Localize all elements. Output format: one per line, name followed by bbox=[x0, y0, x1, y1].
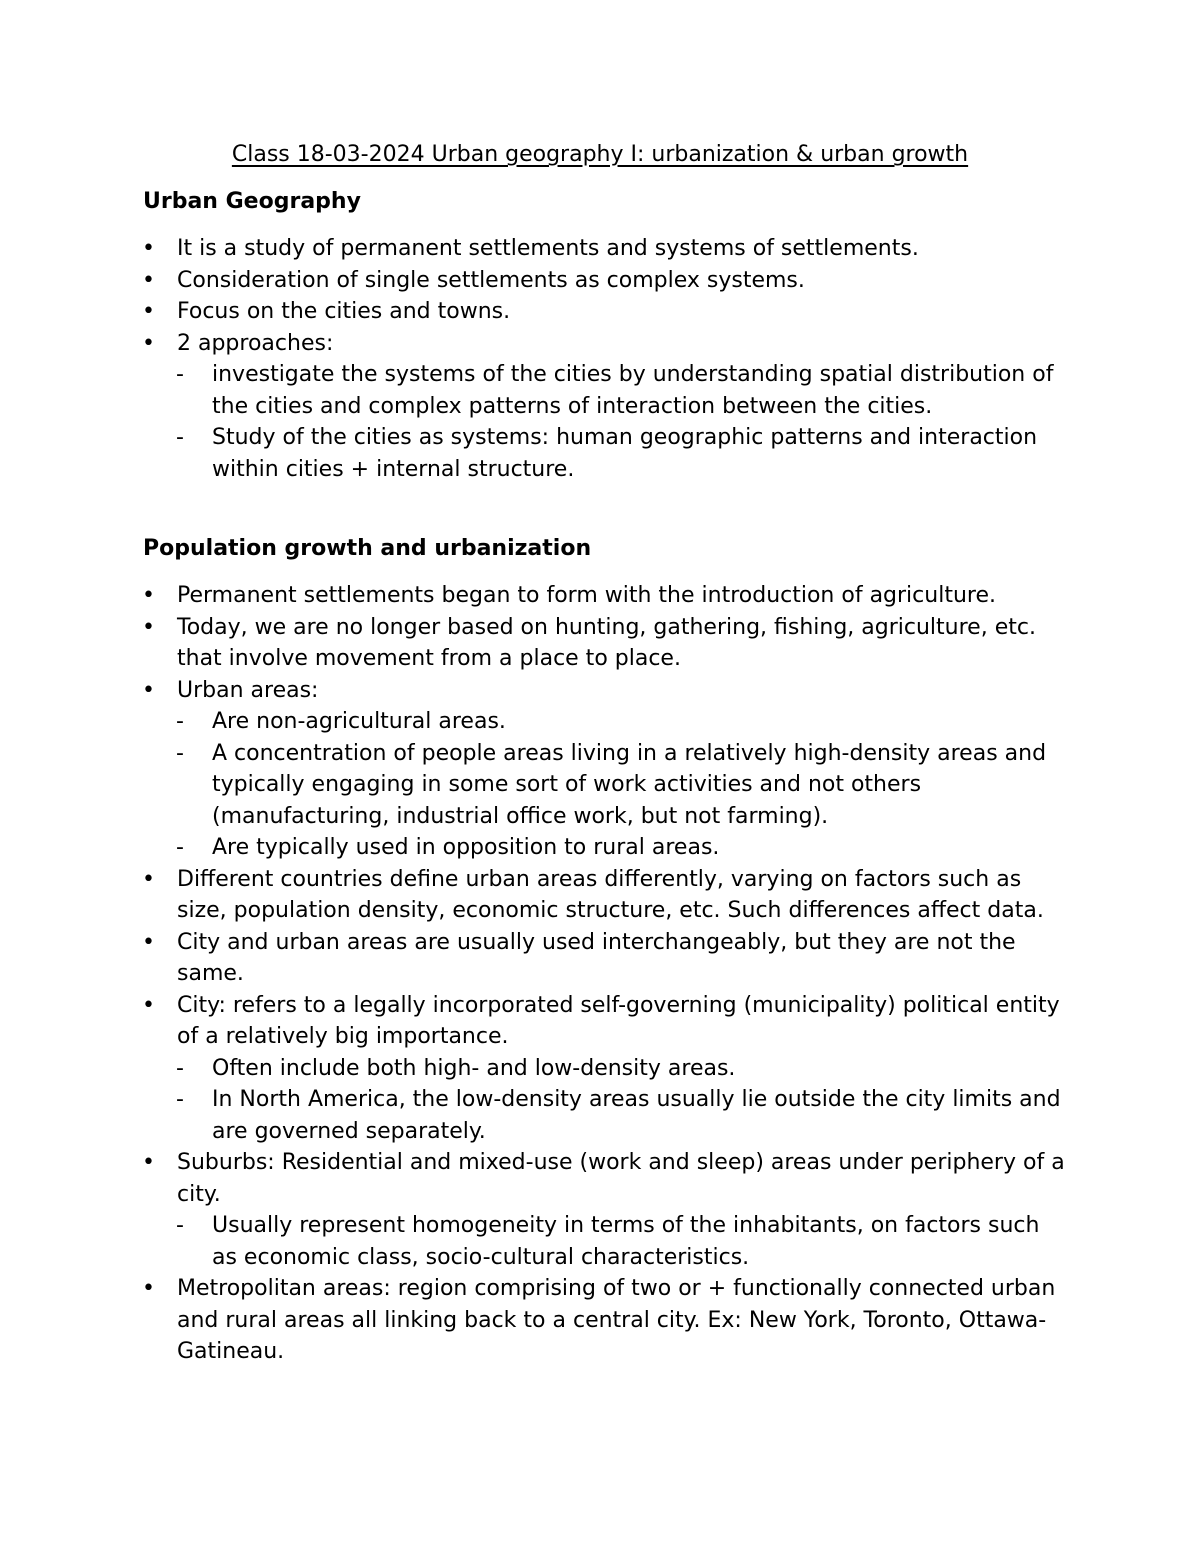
dash-marker: - bbox=[176, 1213, 184, 1238]
list-item bbox=[0, 233, 1200, 265]
dash-marker: - bbox=[176, 362, 184, 387]
section-heading-urban-geography: Urban Geography bbox=[143, 189, 361, 214]
list-item bbox=[0, 1273, 1200, 1368]
list-item-text: City: refers to a legally incorporated self-governing (municipality) political entity of a relatively big importance. bbox=[177, 992, 1060, 1049]
list-item bbox=[0, 1147, 1200, 1273]
sublist-item bbox=[177, 1210, 1070, 1273]
list-item-text: Metropolitan areas: region comprising of two or + functionally connected urban and rural areas all linking back to a central city. Ex: New York, Toronto, Ottawa-Gatineau. bbox=[177, 1276, 1056, 1364]
suburbs-sublist bbox=[177, 1210, 1070, 1273]
sublist-item-text: Often include both high- and low-density areas. bbox=[212, 1055, 736, 1081]
dash-marker: - bbox=[176, 1087, 184, 1112]
sublist-item bbox=[177, 359, 1070, 422]
sublist-item bbox=[177, 706, 1070, 738]
bullet-marker: • bbox=[142, 330, 155, 356]
population-growth-list bbox=[0, 580, 1200, 1368]
list-item bbox=[0, 296, 1200, 328]
dash-marker: - bbox=[176, 835, 184, 860]
list-item bbox=[0, 612, 1200, 675]
list-item-text: Today, we are no longer based on hunting, gathering, fishing, agriculture, etc. that involve movement from a place to place. bbox=[177, 614, 1036, 671]
city-sublist bbox=[177, 1053, 1070, 1148]
list-item-text: Different countries define urban areas differently, varying on factors such as size, population density, economic structure, etc. Such differences affect data. bbox=[177, 866, 1044, 923]
sublist-item-text: A concentration of people areas living in a relatively high-density areas and typically engaging in some sort of work activities and not others (manufacturing, industrial office work, but not farming). bbox=[212, 740, 1047, 829]
bullet-marker: • bbox=[142, 866, 155, 892]
bullet-marker: • bbox=[142, 677, 155, 703]
list-item-text: Focus on the cities and towns. bbox=[177, 299, 511, 324]
bullet-marker: • bbox=[142, 614, 155, 640]
bullet-marker: • bbox=[142, 267, 155, 293]
list-item bbox=[0, 580, 1200, 612]
bullet-marker: • bbox=[142, 992, 155, 1018]
dash-marker: - bbox=[176, 425, 184, 450]
bullet-marker: • bbox=[142, 299, 155, 324]
list-item-text: Permanent settlements began to form with the introduction of agriculture. bbox=[177, 583, 996, 608]
sublist-item-text: Are non-agricultural areas. bbox=[212, 709, 506, 734]
list-item-text: Consideration of single settlements as complex systems. bbox=[177, 267, 805, 293]
sublist-item bbox=[177, 738, 1070, 833]
list-item bbox=[0, 265, 1200, 297]
urban-areas-sublist bbox=[177, 706, 1070, 864]
bullet-marker: • bbox=[142, 583, 155, 608]
section-heading-population-growth: Population growth and urbanization bbox=[143, 536, 592, 561]
list-item-text: It is a study of permanent settlements and systems of settlements. bbox=[177, 236, 919, 261]
list-item-text: City and urban areas are usually used interchangeably, but they are not the same. bbox=[177, 929, 1016, 986]
list-item bbox=[0, 328, 1200, 486]
bullet-marker: • bbox=[142, 236, 155, 261]
sublist-item-text: investigate the systems of the cities by understanding spatial distribution of the cities and complex patterns of interaction between the cities. bbox=[212, 362, 1054, 419]
sublist-item bbox=[177, 1053, 1070, 1085]
sublist-item bbox=[177, 832, 1070, 864]
sublist-item-text: In North America, the low-density areas usually lie outside the city limits and are governed separately. bbox=[212, 1087, 1061, 1144]
dash-marker: - bbox=[176, 709, 184, 734]
bullet-marker: • bbox=[142, 929, 155, 955]
list-item-text: Urban areas: bbox=[177, 677, 319, 703]
list-item bbox=[0, 927, 1200, 990]
urban-geography-list bbox=[0, 233, 1200, 485]
list-item-text: Suburbs: Residential and mixed-use (work and sleep) areas under periphery of a city. bbox=[177, 1150, 1065, 1207]
list-item bbox=[0, 864, 1200, 927]
sublist-item-text: Are typically used in opposition to rural areas. bbox=[212, 835, 720, 860]
bullet-marker: • bbox=[142, 1276, 155, 1301]
document-title: Class 18-03-2024 Urban geography I: urbanization & urban growth bbox=[231, 142, 969, 167]
sublist-item-text: Study of the cities as systems: human geographic patterns and interaction within cities + internal structure. bbox=[212, 425, 1038, 482]
sublist-item-text: Usually represent homogeneity in terms of the inhabitants, on factors such as economic class, socio-cultural characteristics. bbox=[212, 1213, 1040, 1270]
dash-marker: - bbox=[176, 1055, 184, 1081]
sublist-item bbox=[177, 1084, 1070, 1147]
approaches-sublist bbox=[177, 359, 1070, 485]
dash-marker: - bbox=[176, 740, 184, 766]
list-item bbox=[0, 990, 1200, 1148]
list-item-text: 2 approaches: bbox=[177, 330, 334, 356]
sublist-item bbox=[177, 422, 1070, 485]
bullet-marker: • bbox=[142, 1150, 155, 1175]
list-item bbox=[0, 675, 1200, 864]
